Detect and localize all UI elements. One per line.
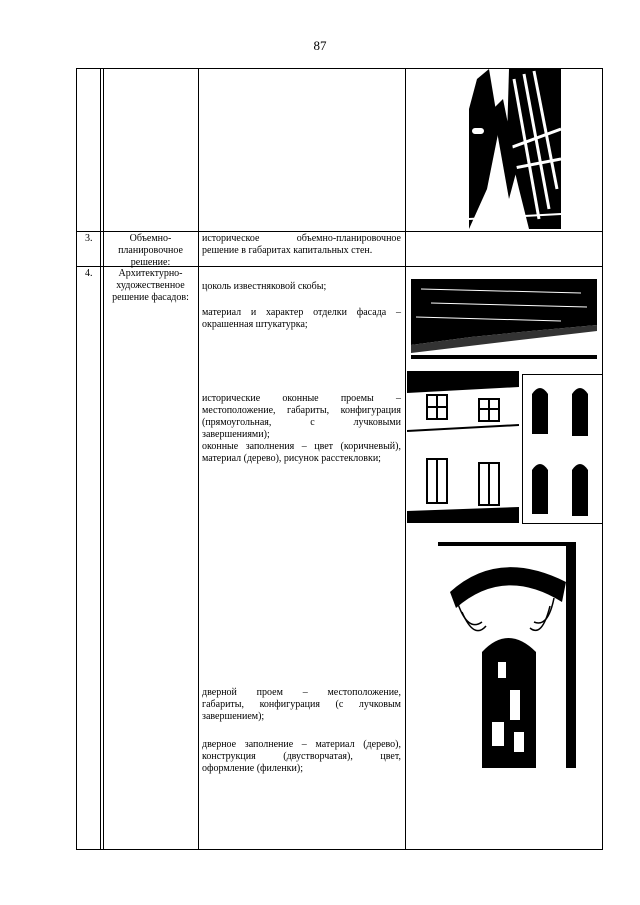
row-3-name: Объемно- планировочное решение: [118,233,183,268]
windows-photo-right [522,374,603,524]
door-opening-text: дверной проем – местоположение, габариты, конфигурация (с лучковым завершением); [202,687,401,722]
finish-text: материал и характер отделки фасада – окрашенная штукатурка; [202,307,401,330]
door-fill-text: дверное заполнение – материал (дерево), конструкция (двустворчатая), цвет, оформление (филенки); [202,739,401,774]
plinth-text: цоколь известняковой скобы; [202,281,327,292]
door-photo [438,542,576,768]
heritage-table [76,68,603,850]
col-divider [100,69,101,849]
row-divider [77,231,602,232]
row-4-number: 4. [85,268,93,279]
windows-text: исторические оконные проемы – местоположение, габариты, конфигурация (прямоугольная, с лучковыми завершениями); оконные заполнения – цвет (коричневый), материал (дерево), рисунок расстекловки; [202,393,401,464]
plinth-photo [411,279,597,359]
windows-photo-left [407,371,519,523]
col-divider [405,69,406,849]
row-3-number: 3. [85,233,93,244]
page-number: 87 [313,38,327,53]
balcony-photo [469,69,561,229]
col-divider [198,69,199,849]
row-4-name: Архитектурно- художественное решение фасадов: [112,268,189,303]
row-3-description: историческое объемно-планировочное решение в габаритах капитальных стен. [202,233,401,256]
col-divider [103,69,104,849]
